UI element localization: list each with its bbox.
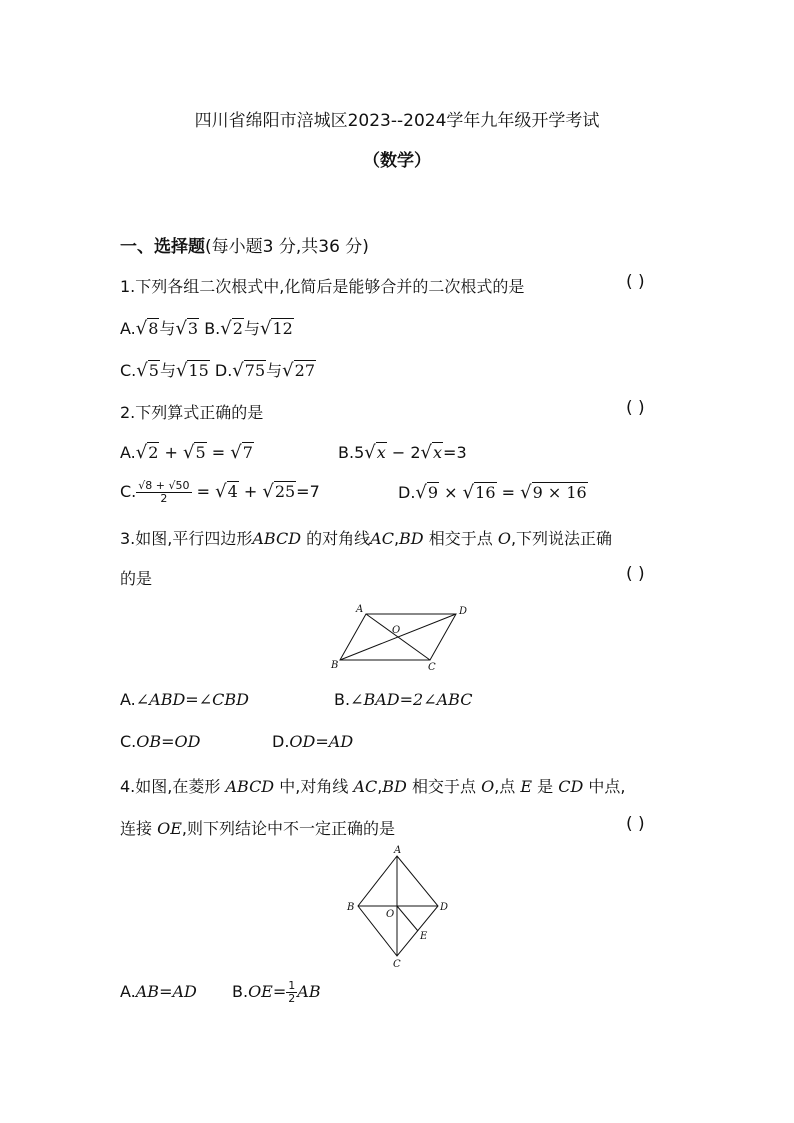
segment-oe [397,906,418,931]
text: 相交于点 [423,529,498,548]
radical: √x [420,442,443,463]
q1-options-cd [120,358,316,381]
q1-c-with: 与 [159,361,176,380]
text: , [377,777,383,796]
q2-option-b [338,442,467,463]
q4-option-b-rhs: AB [297,982,321,1001]
page-subtitle: （数学） [363,151,431,171]
q4-option-a-label: A. [120,982,136,1001]
q3-option-d-label: D. [272,732,290,751]
label-b: B [347,902,355,913]
q3-option-c-label: C. [120,732,137,751]
label-c: C [428,662,436,673]
label-o: O [386,909,395,920]
text: ,下列说法正确 [510,529,613,548]
q4-option-a [120,982,197,1001]
q3-stem [120,526,612,549]
equals-three: =3 [443,443,467,462]
radical: √2 [220,318,243,339]
label-a: A [394,845,402,856]
q3-option-c-text: OB=OD [136,732,201,751]
q2-option-c [120,480,320,505]
radical: √x [364,442,386,463]
section-title: 一、选择题 [120,237,205,257]
parallelogram-figure [330,598,470,674]
label-a: A [356,604,364,615]
q1-answer-paren: ( ) [626,272,645,292]
times-sign: × [439,483,463,502]
q1-option-d-label: D. [209,361,233,380]
math-text: O [497,529,511,548]
plus-sign: + [159,443,183,462]
radical: √12 [259,318,293,339]
text: ,点 [494,777,521,796]
label-e: E [420,931,428,942]
section-note: (每小题3 分,共36 分) [205,237,369,257]
text: 中,对角线 [274,777,354,796]
q1-stem: 1.下列各组二次根式中,化简后是能够合并的二次根式的是 [120,277,525,296]
q4-option-a-text: AB=AD [135,982,197,1001]
fraction: $\frac{√8 + √50}{2}$ [138,479,190,505]
radical: √25 [262,481,296,502]
math-text: ABCD [252,529,302,548]
q2-option-d [398,482,588,503]
q1-b-with: 与 [243,319,260,338]
math-text: CD [558,777,584,796]
q4-option-b-lhs: OE= [248,982,287,1001]
q3-option-b-label: B. [334,690,351,709]
q1-option-b-label: B. [199,319,221,338]
q2-option-b-label: B.5 [338,443,365,462]
radical: √27 [282,360,315,381]
math-text: BD [399,529,424,548]
equals-sign: = [191,482,216,501]
minus-sign: − 2 [386,443,421,462]
text: 是 [532,777,559,796]
math-text: OE [157,819,182,838]
equals-sign: = [496,483,521,502]
text: 中点, [583,777,626,796]
q3-option-a-text: ∠ABD=∠CBD [135,690,249,709]
q2-stem: 2.下列算式正确的是 [120,403,264,422]
label-b: B [331,660,339,671]
radical: √2 [135,442,159,463]
label-d: D [459,606,468,617]
radical: √3 [175,318,199,339]
radical: √75 [232,360,266,381]
q1-d-with: 与 [266,361,283,380]
label-d: D [440,902,449,913]
math-text: O [481,777,495,796]
text: 4.如图,在菱形 [120,777,226,796]
text: 3.如图,平行四边形 [120,529,253,548]
section-heading [120,232,369,257]
q4-option-b-label: B. [232,982,249,1001]
rhombus-figure [340,842,460,972]
q3-option-d-text: OD=AD [289,732,354,751]
text: 连接 [120,819,158,838]
q2-option-a [120,442,254,463]
radical: √9 × 16 [520,482,587,503]
q1-a-with: 与 [159,319,176,338]
q3-option-c [120,732,201,751]
fraction-one-half: $\frac{1}{2}$ [288,979,296,1005]
q2-answer-paren: ( ) [626,398,645,418]
diagonal-bd [340,614,456,660]
label-c: C [393,959,401,970]
text: ,则下列结论中不一定正确的是 [181,819,395,838]
equals-seven: =7 [296,482,320,501]
math-text: BD [382,777,407,796]
q4-stem [120,774,626,797]
q1-option-a-label: A. [120,319,136,338]
label-o: O [392,625,401,636]
radical: √16 [462,482,496,503]
q1-options-ab [120,316,294,339]
text: 相交于点 [406,777,482,796]
q4-stem-continued [120,816,395,839]
q2-option-a-label: A. [120,443,136,462]
radical: √7 [230,442,253,463]
math-text: ABCD [225,777,275,796]
equals-sign: = [206,443,231,462]
q1-option-c-label: C. [120,361,137,380]
radical: √9 [415,482,439,503]
q3-stem-continued: 的是 [120,569,153,588]
q3-option-b [334,690,472,709]
q2-option-c-label: C. [120,482,137,501]
page-title: 四川省绵阳市涪城区2023--2024学年九年级开学考试 [194,111,600,131]
plus-sign: + [238,482,263,501]
q4-option-b [232,980,321,1005]
q3-option-a-label: A. [120,690,136,709]
q3-option-b-text: ∠BAD=2∠ABC [350,690,473,709]
q3-answer-paren: ( ) [626,564,645,584]
radical: √8 [135,318,159,339]
q4-answer-paren: ( ) [626,814,645,834]
q3-option-a [120,690,249,709]
math-text: E [520,777,533,796]
radical: √4 [215,481,238,502]
math-text: AC [353,777,378,796]
q3-option-d [272,732,353,751]
radical: √15 [175,360,209,381]
q2-option-d-label: D. [398,483,416,502]
text: 的对角线 [301,529,371,548]
radical: √5 [136,360,159,381]
math-text: AC [370,529,394,548]
text: , [393,529,400,548]
radical: √5 [183,442,206,463]
